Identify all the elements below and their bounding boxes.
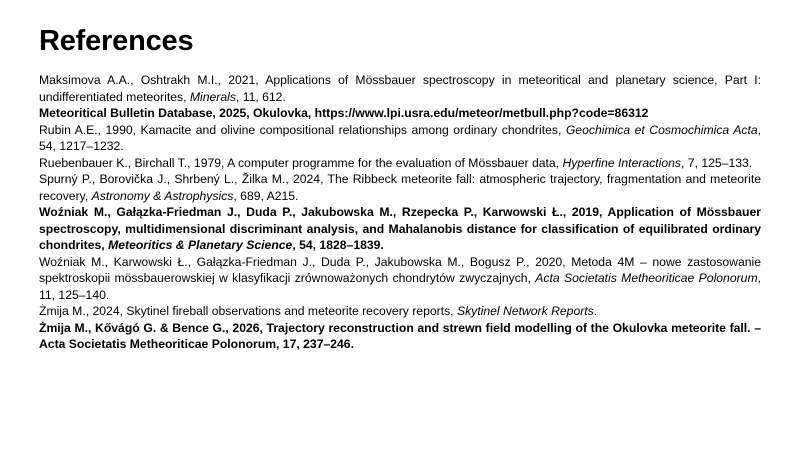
reference-item — [39, 155, 761, 172]
reference-text: , 11, 612. — [235, 89, 286, 104]
reference-text: Woźniak M., Gałązka-Friedman J., Duda P., Jakubowska M., Rzepecka P., Karwowski Ł., 2019, Application of Mössbauer spectroscopy, multidimensional discriminant analysis, and Mahalanobis distance for classification of equilibrated ordinary chondrites, — [39, 205, 761, 252]
reference-item — [39, 72, 761, 105]
reference-text: Spurný P., Borovička J., Shrbený L., Žilka M., 2024, The Ribbeck meteorite fall: atmospheric trajectory, fragmentation and meteorite recovery, — [39, 172, 761, 203]
reference-text: Meteoritical Bulletin Database, 2025, Okulovka, https://www.lpi.usra.edu/meteor/metbull.php?code=86312 — [39, 106, 649, 120]
reference-source-title: Hyperfine Interactions — [562, 155, 682, 170]
reference-item — [39, 303, 761, 320]
reference-item — [39, 204, 761, 254]
reference-source-title: Acta Societatis Metheoriticae Polonorum — [535, 271, 758, 285]
reference-text: Maksimova A.A., Oshtrakh M.I., 2021, Applications of Mössbauer spectroscopy in meteoritical and planetary science, Part I: undifferentiated meteorites, — [39, 73, 761, 104]
reference-text: Ruebenbauer K., Birchall T., 1979, A computer programme for the evaluation of Mössbauer data, — [39, 155, 563, 170]
reference-text: , 54, 1217–1232. — [39, 122, 761, 153]
reference-text: , 11, 125–140. — [39, 271, 761, 302]
reference-list — [39, 72, 761, 353]
reference-text: , 689, A215. — [233, 188, 299, 203]
reference-text: Rubin A.E., 1990, Kamacite and olivine compositional relationships among ordinary chondrites, — [39, 122, 566, 137]
reference-source-title: Skytinel Network Reports — [456, 304, 594, 318]
reference-source-title: Meteoritics & Planetary Science — [108, 238, 293, 252]
reference-item — [39, 254, 761, 304]
reference-item — [39, 105, 761, 122]
reference-text: . — [593, 304, 598, 318]
reference-text: , 54, 1828–1839. — [292, 238, 384, 252]
reference-source-title: Astronomy & Astrophysics — [91, 188, 234, 203]
reference-text: Żmija M., 2024, Skytinel fireball observations and meteorite recovery reports, — [39, 304, 457, 318]
reference-text: Żmija M., Kővágó G. & Bence G., 2026, Trajectory reconstruction and strewn field modelling of the Okulovka meteorite fall. – Acta Societatis Metheoriticae Polonorum, 17, 237–246. — [39, 320, 761, 351]
reference-item — [39, 171, 761, 204]
reference-text: Woźniak M., Karwowski Ł., Gałązka-Friedman J., Duda P., Jakubowska M., Bogusz P., 2020, Metoda 4M – nowe zastosowanie spektroskopii mössbauerowskiej w klasyfikacji zrównoważonych chondrytów zwyczajnych, — [39, 254, 761, 285]
slide-title: References — [39, 25, 194, 57]
reference-item — [39, 122, 761, 155]
reference-text: , 7, 125–133. — [681, 155, 753, 170]
reference-source-title: Minerals — [189, 89, 236, 104]
reference-source-title: Geochimica et Cosmochimica Acta — [565, 122, 758, 137]
reference-item — [39, 320, 761, 353]
